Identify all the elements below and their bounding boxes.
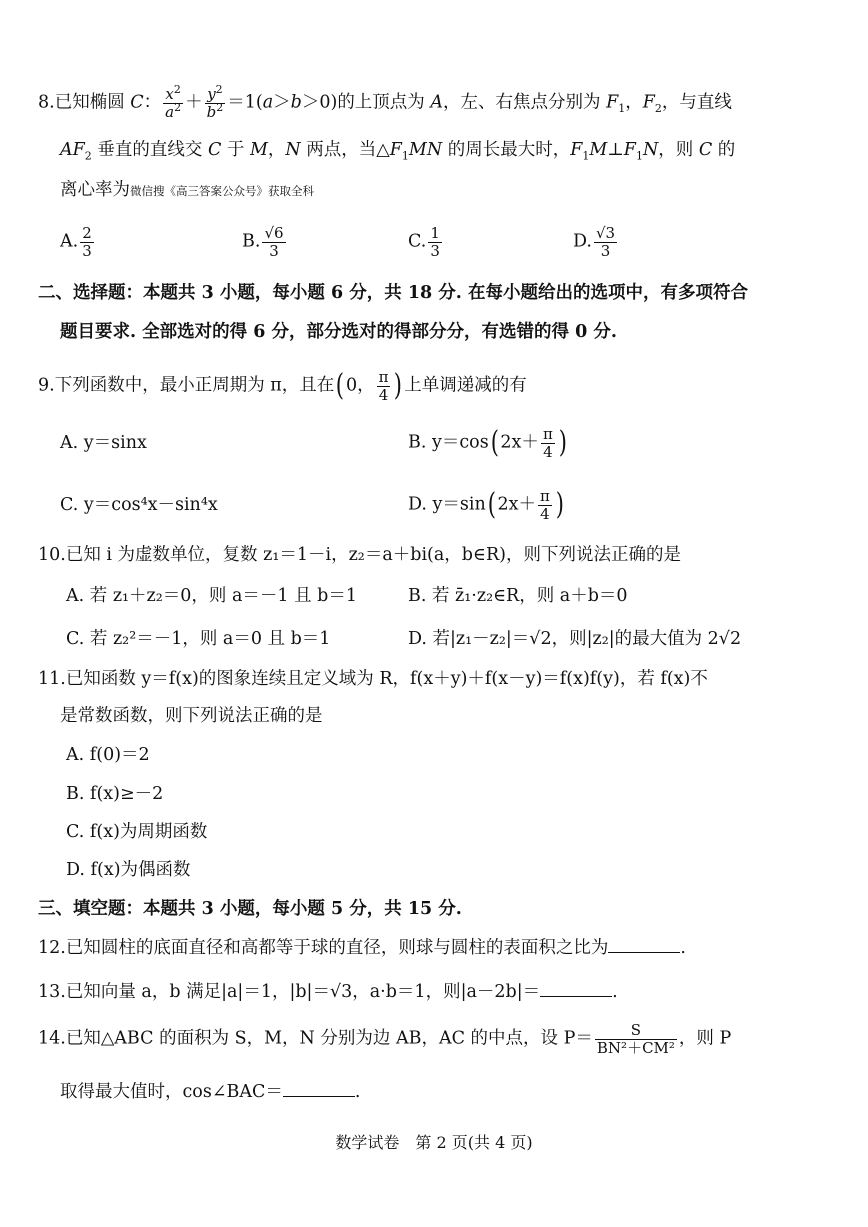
q10-option-c: C. 若 z₂²＝－1，则 a＝0 且 b＝1 [66,629,331,649]
section2-instructions: 题目要求. 全部选对的得 6 分，部分选对的得部分分，有选错的得 0 分. [60,322,617,342]
q11-option-b: B. f(x)≥－2 [66,784,164,804]
q11-stem-1: 11.已知函数 y＝f(x)的图象连续且定义域为 R，f(x＋y)＋f(x－y)＝f(x)f(y)，若 f(x)不 [38,669,708,689]
q8-option-a: A. $\frac{2}{3}$ [60,224,92,260]
q14-line-2: 取得最大值时，cos∠BAC＝ . [60,1082,361,1102]
q8-option-d: D. $\frac{√3}{3}$ [573,224,616,260]
q11-option-c: C. f(x)为周期函数 [66,822,208,842]
q8-line-1: 8.已知椭圆 C： $\frac{x^2}{a^2}$ ＋ $\frac{y^2}{b^2}$ ＝1(a＞b＞0)的上顶点为 A，左、右焦点分别为 $F_1$，$F_2$，与直线 [38,83,732,121]
q10-option-d: D. 若|z₁－z₂|＝√2，则|z₂|的最大值为 2√2 [408,629,742,649]
q9-option-a: A. y＝sinx [60,433,147,453]
page-footer: 数学试卷 第 2 页(共 4 页) [335,1133,533,1152]
q8-line-3: 离心率为微信搜《高三答案公众号》获取全科 [60,180,314,200]
q14-line-1: 14.已知△ABC 的面积为 S，M，N 分别为边 AB，AC 的中点，设 P＝ $\frac{S}{\text{BN²＋CM²}}$ ，则 P [38,1021,732,1057]
q11-option-d: D. f(x)为偶函数 [66,860,191,880]
q8-line-2: $AF_2$ 垂直的直线交 C 于 M，N 两点，当$\triangle F_1MN$ 的周长最大时，$F_1M\perp F_1N$，则 C 的 [60,140,736,163]
q9-option-d: D. y＝sin( 2x＋ $\frac{\pi}{4}$ ) [408,487,564,523]
q12-answer-blank[interactable] [608,938,680,953]
q8-option-c: C. $\frac{1}{3}$ [408,224,440,260]
section3-heading: 三、填空题：本题共 3 小题，每小题 5 分，共 15 分. [38,899,462,919]
q8-option-b: B. $\frac{√6}{3}$ [242,224,284,260]
q10-stem: 10.已知 i 为虚数单位，复数 z₁＝1－i，z₂＝a＋bi(a，b∈R)，则下列说法正确的是 [38,545,681,565]
q12: 12.已知圆柱的底面直径和高都等于球的直径，则球与圆柱的表面积之比为 . [38,938,686,958]
q11-option-a: A. f(0)＝2 [66,745,150,765]
q10-option-b: B. 若 z̄₁·z₂∈R，则 a＋b＝0 [408,586,628,606]
q14-fraction: $\frac{S}{\text{BN²＋CM²}}$ [596,1021,675,1057]
q9-option-b: B. y＝cos( 2x＋ $\frac{\pi}{4}$ ) [408,425,567,461]
ellipse-x-term: $\frac{x^2}{a^2}$ [165,83,182,121]
q10-option-a: A. 若 z₁＋z₂＝0，则 a＝－1 且 b＝1 [66,586,358,606]
q9-option-c: C. y＝cos⁴x－sin⁴x [60,495,218,515]
q13-answer-blank[interactable] [540,982,612,997]
q13: 13.已知向量 a，b 满足|a|＝1，|b|＝√3，a·b＝1，则|a－2b|＝ . [38,982,618,1002]
q9-stem: 9.下列函数中，最小正周期为 π，且在( 0， $\frac{\pi}{4}$ ) 上单调递减的有 [38,368,527,404]
q14-answer-blank[interactable] [283,1082,355,1097]
section2-heading: 二、选择题：本题共 3 小题，每小题 6 分，共 18 分. 在每小题给出的选项中，有多项符合 [38,283,748,303]
q11-stem-2: 是常数函数，则下列说法正确的是 [60,706,323,726]
ellipse-y-term: $\frac{y^2}{b^2}$ [206,83,224,121]
